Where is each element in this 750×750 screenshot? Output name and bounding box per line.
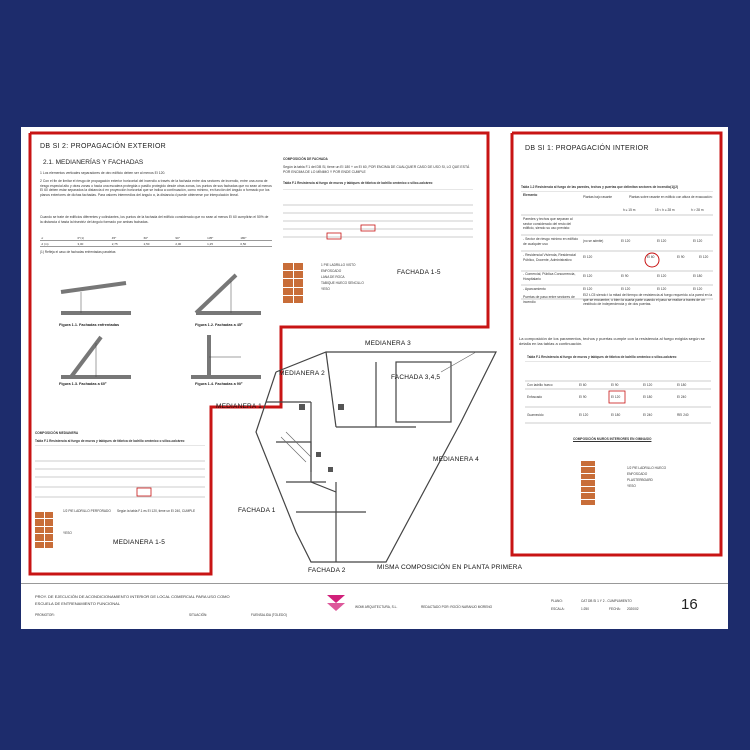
table2-cell: EI 240 [677, 395, 687, 399]
composicion-medianera-heading: COMPOSICIÓN MEDIANERA [35, 431, 79, 435]
project-title-line-1: PROY. DE EJECUCIÓN DE ACONDICIONAMIENTO INTERIOR DE LOCAL COMERCIAL PARA USO COMO [35, 594, 230, 599]
distance-cell: d (m) [40, 241, 76, 247]
composition-text: La composición de los paramentos, techos y puertas cumple con la resistencia al fuego exigida según se detalla en las tablas a continuación. [519, 336, 705, 346]
distance-cell: 3,00 [76, 241, 110, 247]
fachada-brick-detail [283, 263, 303, 303]
medianera-3-label: MEDIANERA 3 [365, 340, 411, 347]
right-row-label: - Residencial Vivienda, Residencial Público, Docente, Administrativo [523, 253, 576, 262]
right-row-cell: EI 120 [693, 287, 703, 291]
table2-cell: REI 240 [677, 413, 689, 417]
right-row-cell: EI 120 [693, 239, 703, 243]
figure-caption-1: Figura 1.1. Fachadas enfrentadas [59, 323, 120, 327]
interior-brick-detail [581, 461, 595, 505]
medianera-layer-1: 1/2 PIE LADRILLO PERFORADO [63, 509, 111, 513]
right-row-cell: EI 120 [657, 239, 667, 243]
right-col-below: Plantas bajo rasante [583, 195, 613, 199]
medianera-brick-detail [35, 512, 53, 548]
fachada-text: Según la tabla F.1 del DB SI, tiene un EI 180 + un EI 60, POR ENCIMA DE CUALQUIER CASO DE USO SI, LO QUE ESTÁ POR ENCIMA DE LO MÍNIMO Y POR ENDE CUMPLE [283, 165, 470, 174]
table2-row-type: Con ladrillo hueco [527, 383, 553, 387]
table2-cell: EI 120 [643, 383, 653, 387]
fachada-1-label: FACHADA 1 [238, 507, 276, 514]
right-row-label: Paredes y techos que separan al sector considerado del resto del edificio, siendo su uso previsto: [523, 217, 573, 231]
medianera-1-5-label: MEDIANERA 1-5 [113, 539, 166, 546]
figure-caption-4: Figura 1.4. Fachadas a 90º [195, 382, 243, 386]
right-row-cell: EI 120 [583, 255, 593, 259]
right-col-hmax: h > 28 m [691, 208, 704, 212]
distance-cell: 2,75 [110, 241, 142, 247]
right-row-cell: EI 120 [657, 274, 667, 278]
left-item-3: Cuando se trate de edificios diferentes y colindantes, los puntos de la fachada del edificio considerado que no sean al menos EI 60 cumplirán el 50% de la distancia d hasta la bisectriz del ángulo formado por ambas fachadas. [40, 215, 269, 224]
fachada-layer-1: 1 PIE LADRILLO VISTO [321, 263, 356, 267]
fachada-layer-2: ENFOSCADO [321, 269, 342, 273]
table2-row-type: Enfoscado [527, 395, 543, 399]
interior-composition-heading: COMPOSICIÓN MUROS INTERIORES EN GIMNASIO [573, 437, 652, 441]
fecha-value: 2020/02 [627, 607, 639, 611]
distance-row [40, 241, 272, 247]
fachada-345-label: FACHADA 3,4,5 [391, 374, 441, 381]
right-row-cell: EI 120 [657, 287, 667, 291]
angle-cell: 60° [142, 235, 174, 241]
fachada-table-grid [283, 189, 473, 247]
medianera-compliance-note: Según la tabla F.1 es EI 120, tiene un EI 240, CUMPLE [117, 509, 196, 513]
misma-composicion-label: MISMA COMPOSICIÓN EN PLANTA PRIMERA [377, 564, 523, 571]
firm-name: WOMI ARQUITECTURA, S.L. [355, 605, 398, 609]
right-row-cell: EI 120 [583, 287, 593, 291]
figure-caption-3: Figura 1.3. Fachadas a 60º [59, 382, 107, 386]
plano-label: PLANO: [551, 599, 563, 603]
fachada-layer-4: TABIQUE HUECO SENCILLO [321, 281, 364, 285]
fachada-2-label: FACHADA 2 [308, 567, 346, 574]
right-row-label: - Comercial, Pública Concurrencia, Hospitalario [523, 272, 576, 281]
right-col-above: Plantas sobre rasante en edificio con altura de evacuación: [629, 195, 713, 199]
distance-cell: 1,25 [206, 241, 239, 247]
puertas-note: EI2 t-C5 siendo t la mitad del tiempo de resistencia al fuego requerido a la pared en la que se encuentre, o bien la cuarta parte cuando el paso se realice a través de un vestíbulo de independencia y de dos puertas. [583, 293, 713, 307]
right-row-label: - Aparcamiento [523, 287, 546, 291]
table2-cell: EI 90 [579, 395, 587, 399]
right-row-cell: EI 180 [693, 274, 703, 278]
escala-label: ESCALA: [551, 607, 565, 611]
left-panel-subtitle: 2.1. MEDIANERÍAS Y FACHADAS [43, 159, 144, 166]
angle-table [40, 235, 272, 247]
angle-cell: 90° [174, 235, 206, 241]
distance-cell: 2,00 [174, 241, 206, 247]
right-row-cell: EI 120 [699, 255, 709, 259]
drawing-sheet [21, 127, 728, 629]
table2-cell: EI 90 [611, 383, 619, 387]
medianera-2-label: MEDIANERA 2 [279, 370, 325, 377]
promotor-label: PROMOTOR: [35, 613, 55, 617]
fachada-layer-5: YESO [321, 287, 330, 291]
interior-layer-4: YESO [627, 484, 636, 488]
table2-cell: EI 240 [643, 413, 653, 417]
situacion-label: SITUACIÓN: [189, 613, 208, 617]
table2-caption: Tabla F.1 Resistencia al fuego de muros y tabiques de fábrica de ladrillo cerámico o sílico-calcáreo [527, 355, 677, 359]
footer-top-rule [21, 583, 728, 584]
sheet-number: 16 [681, 596, 698, 613]
fachada-heading: COMPOSICIÓN DE FACHADA [283, 157, 328, 161]
project-title-line-2: ESCUELA DE ENTRENAMIENTO FUNCIONAL [35, 601, 121, 606]
table2-cell: EI 60 [579, 383, 587, 387]
table2-row-type: Guarnecido [527, 413, 544, 417]
right-col-h28: 15 < h ≤ 28 m [655, 208, 675, 212]
angle-cell: α [40, 235, 76, 241]
right-panel-title: DB SI 1: PROPAGACIÓN INTERIOR [525, 145, 649, 152]
figure-caption-2: Figura 1.2. Fachadas a 45º [195, 323, 243, 327]
table2-cell: EI 120 [579, 413, 589, 417]
table2-cell: EI 180 [677, 383, 687, 387]
escala-value: 1:250 [581, 607, 589, 611]
interior-layer-1: 1/2 PIE LADRILLO HUECO [627, 466, 667, 470]
right-row-label: - Sector de riesgo mínimo en edificio de cualquier uso [523, 237, 579, 246]
right-row-cell: EI 120 [583, 274, 593, 278]
medianera-1-label: MEDIANERA 1 [216, 403, 262, 410]
floor-plan [216, 332, 516, 572]
right-row-cell: (no se admite) [583, 239, 604, 243]
left-item-2: 2 Con el fin de limitar el riesgo de propagación exterior horizontal del incendio a través de la fachada entre dos sectores de incendio, entre una zona de riesgo especial alto y otras zonas o hacia una escalera protegida o pasillo protegido desde otras zonas, los puntos de sus fachadas que no sean al menos EI 60 deben estar separados la distancia d en proyección horizontal que se indica a continuación, como mínimo, en función del ángulo α formado por los planos exteriores de dichas fachadas. Para valores intermedios del ángulo α, la distancia d puede obtenerse por interpolación lineal. [40, 179, 272, 197]
right-col-element: Elemento [523, 193, 538, 197]
angle-cell: 135° [206, 235, 239, 241]
situacion-value: FUENSALIDA (TOLEDO) [251, 613, 287, 617]
right-row-cell: EI 120 [621, 287, 631, 291]
table2-cell: EI 180 [643, 395, 653, 399]
womi-logo-icon [325, 593, 347, 613]
medianera-4-label: MEDIANERA 4 [433, 456, 479, 463]
fachada-1-5-label: FACHADA 1-5 [397, 269, 441, 276]
interior-layer-3: PLASTERBOARD [627, 478, 653, 482]
redactor: REDACTADO POR: ROCÍO NARANJO MORENO [421, 605, 493, 609]
distance-cell: 2,50 [142, 241, 174, 247]
right-row-cell-highlighted: EI 60 [647, 255, 655, 259]
angle-cell: 180° [239, 235, 272, 241]
right-row-cell: EI 90 [621, 274, 629, 278]
table2-cell: EI 120 [611, 395, 621, 399]
table2-cell: EI 180 [611, 413, 621, 417]
right-col-h15: h ≤ 15 m [623, 208, 636, 212]
angle-table-note: (1) Refleja el caso de fachadas enfrentadas paralelas [40, 250, 116, 254]
fachada-table-caption: Tabla F.1 Resistencia al fuego de muros y tabiques de fábrica de ladrillo cerámico o sílico-calcáreo [283, 181, 433, 185]
right-row-cell: EI 90 [677, 255, 685, 259]
distance-cell: 0,50 [239, 241, 272, 247]
fecha-label: FECHA: [609, 607, 621, 611]
composicion-table-caption: Tabla F.1 Resistencia al fuego de muros y tabiques de fábrica de ladrillo cerámico o sílico-calcáreo [35, 439, 185, 443]
fachada-layer-3: LANA DE ROCA [321, 275, 345, 279]
left-item-1: 1 Los elementos verticales separadores de otro edificio deben ser al menos EI 120. [40, 171, 166, 175]
interior-layer-2: ENFOSCADO [627, 472, 648, 476]
left-panel-title: DB SI 2: PROPAGACIÓN EXTERIOR [40, 143, 167, 150]
angle-cell: 45° [110, 235, 142, 241]
medianera-layer-2: YESO [63, 531, 72, 535]
angle-cell: 0°(1) [76, 235, 110, 241]
right-row-cell: EI 120 [621, 239, 631, 243]
composicion-table-grid [35, 445, 205, 505]
right-row-label: Puertas de paso entre sectores de incendio [523, 295, 575, 304]
right-table-caption: Tabla 1.2 Resistencia al fuego de las paredes, techos y puertas que delimitan sectores de incendio(1)(2) [521, 185, 679, 189]
plano-value: CAT DB SI 1 Y 2 - CUMPLIMIENTO [581, 599, 632, 603]
